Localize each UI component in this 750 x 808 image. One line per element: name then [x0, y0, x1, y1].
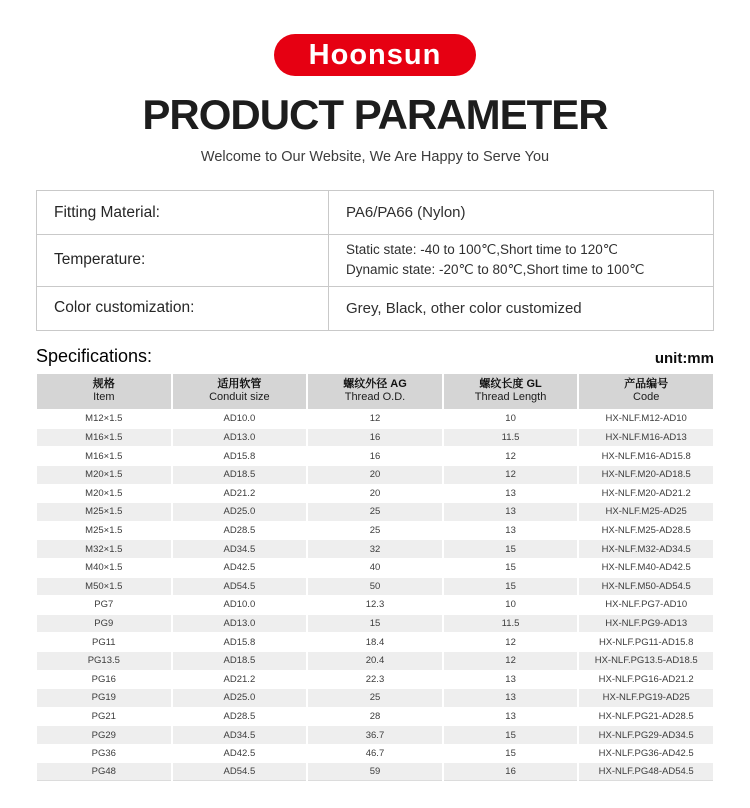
spec-table-cell: 12 [308, 410, 442, 428]
spec-table-cell: 16 [308, 429, 442, 447]
spec-table-row [37, 615, 713, 633]
spec-table-cell: HX-NLF.PG9-AD13 [579, 615, 713, 633]
spec-column-header-en: Thread O.D. [344, 391, 406, 404]
info-value [329, 191, 714, 235]
info-row-fitting-material [37, 191, 714, 235]
spec-table-cell: AD13.0 [173, 429, 307, 447]
spec-table-cell: AD10.0 [173, 596, 307, 614]
spec-column-header-en: Thread Length [474, 391, 547, 404]
info-label: Fitting Material: [37, 191, 329, 235]
spec-column-header [444, 374, 578, 410]
spec-table-cell: 25 [308, 689, 442, 707]
info-label: Temperature: [37, 235, 329, 287]
spec-table-cell: AD13.0 [173, 615, 307, 633]
info-value [329, 235, 714, 287]
spec-table-cell: 46.7 [308, 745, 442, 763]
spec-table-cell: HX-NLF.PG16-AD21.2 [579, 671, 713, 689]
spec-table-cell: HX-NLF.PG48-AD54.5 [579, 763, 713, 781]
spec-column-header-zh: 产品编号 [624, 377, 669, 390]
spec-table-cell: AD34.5 [173, 540, 307, 558]
spec-table-cell: 12 [444, 652, 578, 670]
spec-table-cell: M12×1.5 [37, 410, 171, 428]
spec-header-row [37, 374, 713, 410]
spec-table-row [37, 540, 713, 558]
spec-table-cell: HX-NLF.PG11-AD15.8 [579, 633, 713, 651]
spec-table-cell: AD25.0 [173, 689, 307, 707]
spec-table-cell: HX-NLF.M16-AD15.8 [579, 447, 713, 465]
spec-table-cell: AD25.0 [173, 503, 307, 521]
spec-table-cell: HX-NLF.M25-AD28.5 [579, 522, 713, 540]
spec-table-cell: M16×1.5 [37, 447, 171, 465]
spec-table-cell: HX-NLF.M20-AD21.2 [579, 485, 713, 503]
product-info-table [36, 190, 714, 331]
page-title: PRODUCT PARAMETER [142, 91, 608, 138]
spec-table-cell: PG48 [37, 763, 171, 781]
spec-table-cell: 59 [308, 763, 442, 781]
spec-table-row [37, 522, 713, 540]
spec-table-cell: HX-NLF.PG29-AD34.5 [579, 726, 713, 744]
spec-table-row [37, 447, 713, 465]
spec-table-cell: AD15.8 [173, 633, 307, 651]
spec-table-row [37, 708, 713, 726]
spec-column-header-zh: 螺纹外径 AG [343, 377, 407, 390]
spec-table-cell: 13 [444, 689, 578, 707]
specifications-bar [36, 346, 714, 367]
spec-table-cell: HX-NLF.M20-AD18.5 [579, 466, 713, 484]
spec-table-cell: 12 [444, 633, 578, 651]
spec-table-head [37, 374, 713, 410]
spec-table-cell: M20×1.5 [37, 485, 171, 503]
spec-table-cell: HX-NLF.PG36-AD42.5 [579, 745, 713, 763]
spec-table-cell: HX-NLF.PG13.5-AD18.5 [579, 652, 713, 670]
spec-table-cell: AD54.5 [173, 578, 307, 596]
spec-table-row [37, 745, 713, 763]
spec-table-cell: 13 [444, 485, 578, 503]
spec-table-cell: 20 [308, 466, 442, 484]
spec-table-cell: AD21.2 [173, 671, 307, 689]
info-label: Color customization: [37, 286, 329, 330]
spec-table-cell: HX-NLF.M25-AD25 [579, 503, 713, 521]
spec-table-cell: PG29 [37, 726, 171, 744]
spec-table-cell: HX-NLF.PG19-AD25 [579, 689, 713, 707]
spec-table-cell: HX-NLF.M40-AD42.5 [579, 559, 713, 577]
spec-table-cell: AD54.5 [173, 763, 307, 781]
spec-table-cell: HX-NLF.PG7-AD10 [579, 596, 713, 614]
spec-column-header-en: Conduit size [209, 391, 270, 404]
spec-table-cell: HX-NLF.M12-AD10 [579, 410, 713, 428]
spec-table-row [37, 596, 713, 614]
spec-table-row [37, 726, 713, 744]
spec-table-cell: AD42.5 [173, 559, 307, 577]
spec-table-cell: 15 [444, 540, 578, 558]
info-value-line: PA6/PA66 (Nylon) [346, 204, 466, 222]
spec-table-cell: 25 [308, 503, 442, 521]
spec-column-header-en: Item [93, 391, 115, 404]
spec-column-header [579, 374, 713, 410]
spec-column-header [173, 374, 307, 410]
spec-table-cell: 12.3 [308, 596, 442, 614]
spec-table-row [37, 485, 713, 503]
spec-table-body [37, 410, 713, 781]
spec-table-cell: HX-NLF.M32-AD34.5 [579, 540, 713, 558]
spec-table-cell: 15 [444, 726, 578, 744]
specifications-table [35, 373, 715, 782]
spec-table-row [37, 633, 713, 651]
info-row-temperature [37, 235, 714, 287]
spec-table-cell: 50 [308, 578, 442, 596]
info-value-line: Grey, Black, other color customized [346, 299, 582, 317]
spec-table-cell: 36.7 [308, 726, 442, 744]
spec-table-cell: 10 [444, 596, 578, 614]
spec-table-cell: HX-NLF.M16-AD13 [579, 429, 713, 447]
spec-table-cell: 22.3 [308, 671, 442, 689]
spec-table-cell: 25 [308, 522, 442, 540]
brand-logo [274, 34, 476, 76]
spec-table-row [37, 671, 713, 689]
spec-table-row [37, 410, 713, 428]
spec-table-cell: 11.5 [444, 615, 578, 633]
info-value [329, 286, 714, 330]
spec-table-cell: AD10.0 [173, 410, 307, 428]
spec-table-cell: AD28.5 [173, 522, 307, 540]
specifications-heading: Specifications: [36, 345, 153, 366]
spec-table-cell: 16 [444, 763, 578, 781]
spec-table-row [37, 559, 713, 577]
spec-column-header [37, 374, 171, 410]
spec-table-cell: 10 [444, 410, 578, 428]
page-subtitle: Welcome to Our Website, We Are Happy to Serve You [200, 149, 550, 166]
spec-column-header-zh: 适用软管 [217, 377, 262, 390]
spec-table-cell: M50×1.5 [37, 578, 171, 596]
info-value-line: Dynamic state: -20℃ to 80℃,Short time to 100℃ [346, 262, 645, 278]
spec-table-cell: AD15.8 [173, 447, 307, 465]
spec-table-cell: AD34.5 [173, 726, 307, 744]
spec-table-cell: AD18.5 [173, 466, 307, 484]
spec-table-cell: 13 [444, 671, 578, 689]
spec-table-cell: 11.5 [444, 429, 578, 447]
spec-table-cell: 15 [444, 559, 578, 577]
spec-table-cell: 12 [444, 466, 578, 484]
spec-table-row [37, 466, 713, 484]
spec-table-cell: PG16 [37, 671, 171, 689]
spec-table-cell: 13 [444, 708, 578, 726]
spec-table-cell: M25×1.5 [37, 503, 171, 521]
spec-table-row [37, 763, 713, 781]
spec-table-cell: 20 [308, 485, 442, 503]
spec-table-cell: HX-NLF.PG21-AD28.5 [579, 708, 713, 726]
spec-table-cell: 20.4 [308, 652, 442, 670]
spec-column-header-zh: 螺纹长度 GL [479, 377, 542, 390]
spec-table-cell: AD28.5 [173, 708, 307, 726]
spec-table-cell: 16 [308, 447, 442, 465]
spec-table-row [37, 689, 713, 707]
spec-table-cell: 13 [444, 522, 578, 540]
spec-table-cell: 15 [444, 745, 578, 763]
spec-table-cell: M16×1.5 [37, 429, 171, 447]
spec-table-row [37, 503, 713, 521]
spec-table-cell: PG9 [37, 615, 171, 633]
spec-table-cell: M25×1.5 [37, 522, 171, 540]
spec-table-cell: 40 [308, 559, 442, 577]
spec-table-cell: AD42.5 [173, 745, 307, 763]
spec-table-cell: PG7 [37, 596, 171, 614]
spec-table-cell: 15 [308, 615, 442, 633]
spec-table-cell: PG19 [37, 689, 171, 707]
unit-label: unit:mm [654, 349, 714, 367]
spec-table-cell: M40×1.5 [37, 559, 171, 577]
spec-table-cell: PG36 [37, 745, 171, 763]
info-value-line: Static state: -40 to 100℃,Short time to 120℃ [346, 242, 618, 258]
spec-column-header-zh: 规格 [92, 377, 115, 390]
spec-table-cell: PG11 [37, 633, 171, 651]
spec-table-cell: 18.4 [308, 633, 442, 651]
spec-table-row [37, 429, 713, 447]
spec-table-cell: 15 [444, 578, 578, 596]
spec-table-cell: PG21 [37, 708, 171, 726]
spec-table-cell: AD21.2 [173, 485, 307, 503]
spec-table-cell: PG13.5 [37, 652, 171, 670]
spec-table-cell: M20×1.5 [37, 466, 171, 484]
spec-table-cell: 32 [308, 540, 442, 558]
spec-table-cell: AD18.5 [173, 652, 307, 670]
info-row-color-customization [37, 286, 714, 330]
spec-table-cell: M32×1.5 [37, 540, 171, 558]
brand-logo-text: Hoonsun [308, 38, 442, 71]
spec-table-cell: 13 [444, 503, 578, 521]
spec-column-header [308, 374, 442, 410]
spec-table-row [37, 652, 713, 670]
logo-wrap [0, 0, 750, 76]
spec-table-cell: HX-NLF.M50-AD54.5 [579, 578, 713, 596]
spec-table-row [37, 578, 713, 596]
spec-table-cell: 28 [308, 708, 442, 726]
spec-table-cell: 12 [444, 447, 578, 465]
spec-column-header-en: Code [633, 391, 660, 404]
